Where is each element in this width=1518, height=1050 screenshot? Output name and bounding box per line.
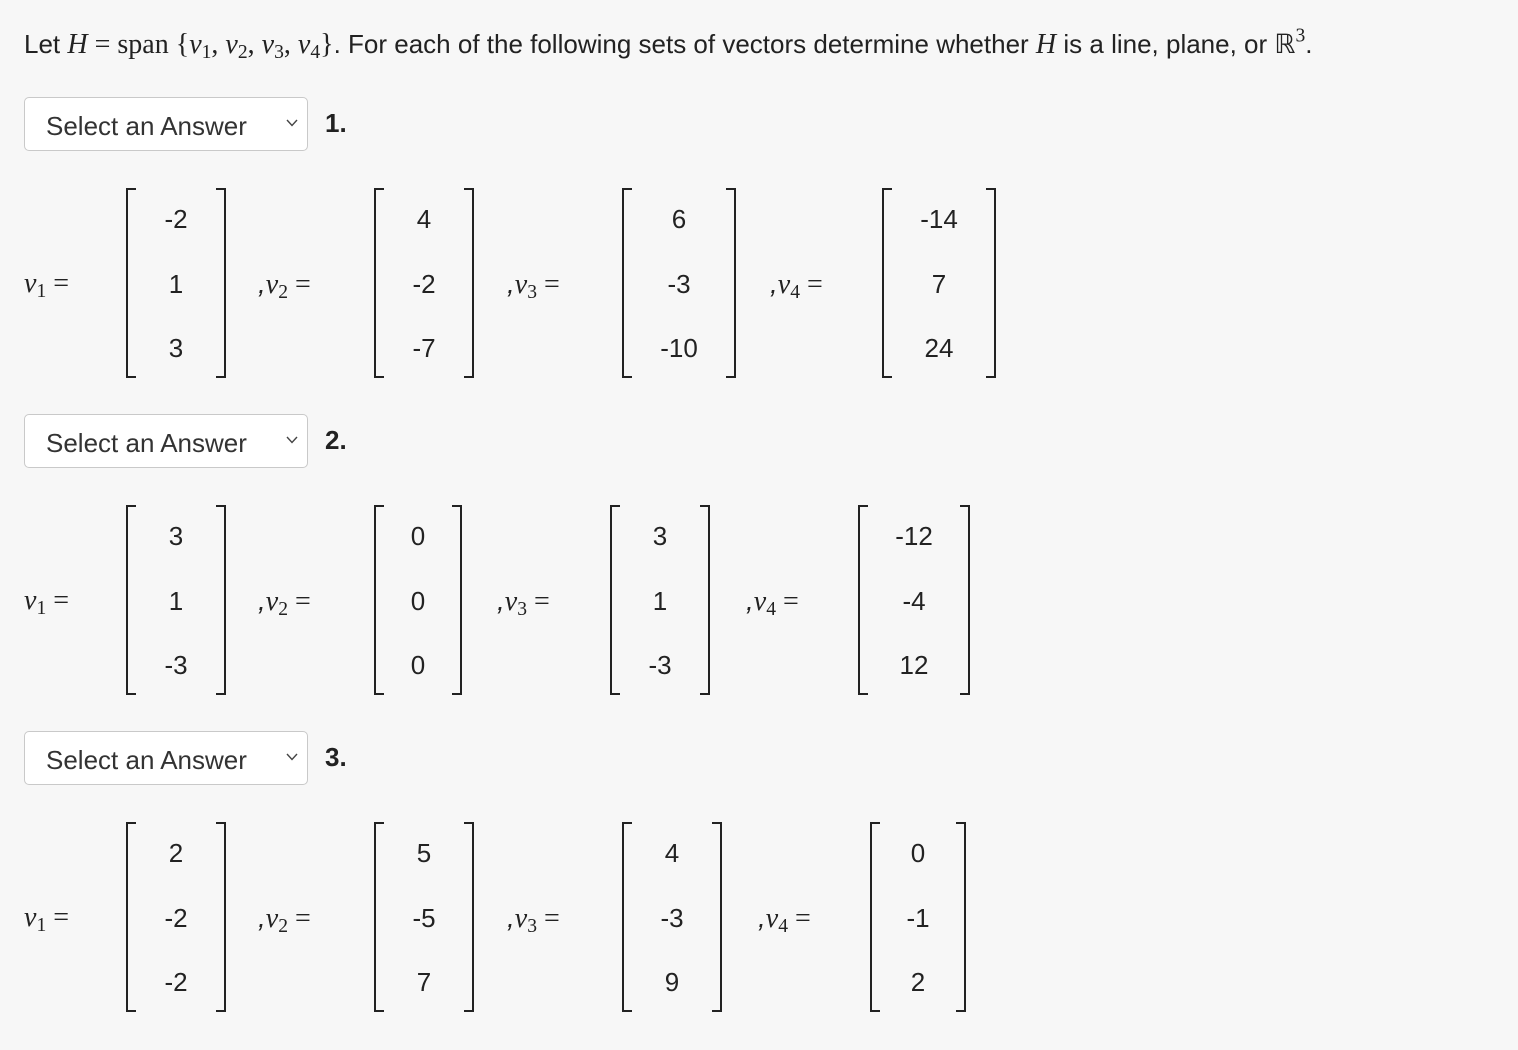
matrix-entry: -2 xyxy=(412,269,436,299)
matrix-entry: -2 xyxy=(164,204,188,234)
chevron-down-icon xyxy=(285,750,299,764)
label-subscript: 2 xyxy=(278,598,289,620)
vector-matrix-v2 xyxy=(374,822,474,1012)
vector-matrix-v4 xyxy=(882,188,996,378)
math-span: span xyxy=(117,29,169,60)
label-equals: = xyxy=(288,269,311,300)
prompt-text-mid: . For each of the following sets of vectors determine whether xyxy=(333,29,1036,59)
math-v3: v xyxy=(261,29,275,60)
vector-matrix-v3 xyxy=(610,505,710,695)
label-v: v xyxy=(504,586,518,617)
matrix-entry: 3 xyxy=(168,333,184,363)
label-subscript: 1 xyxy=(36,280,47,302)
vector-label-v4 xyxy=(746,584,799,619)
matrix-entry: 2 xyxy=(910,967,926,997)
math-equals: = xyxy=(87,29,118,60)
matrix-entry: 0 xyxy=(410,521,426,551)
matrix-entry: 7 xyxy=(416,967,432,997)
label-comma: , xyxy=(746,585,754,616)
label-equals: = xyxy=(788,903,811,934)
matrix-entry: 1 xyxy=(168,269,184,299)
label-v: v xyxy=(24,268,37,299)
label-subscript: 4 xyxy=(790,281,801,303)
label-v: v xyxy=(24,585,37,616)
matrix-entry: 4 xyxy=(416,204,432,234)
vector-label-v4 xyxy=(758,901,811,936)
matrix-entry: 6 xyxy=(671,204,687,234)
label-subscript: 1 xyxy=(36,914,47,936)
matrix-entry: -2 xyxy=(164,903,188,933)
matrix-entry: 12 xyxy=(899,650,929,680)
matrix-entry: -3 xyxy=(164,650,188,680)
vector-matrix-v1 xyxy=(126,188,226,378)
prompt-text-end: . xyxy=(1305,29,1313,59)
math-v4: v xyxy=(297,29,311,60)
vector-label-v3 xyxy=(507,901,560,936)
matrix-entry: -4 xyxy=(902,586,926,616)
chevron-down-icon xyxy=(285,116,299,130)
matrix-entry: 0 xyxy=(410,586,426,616)
prompt-text-post: is a line, plane, or xyxy=(1056,29,1275,59)
label-equals: = xyxy=(46,585,70,616)
vector-label-v2 xyxy=(258,584,311,619)
matrix-entry: -3 xyxy=(648,650,672,680)
label-equals: = xyxy=(288,903,311,934)
matrix-entry: 2 xyxy=(168,838,184,868)
vector-matrix-v2 xyxy=(374,505,462,695)
vector-label-v2 xyxy=(258,267,311,302)
matrix-entry: 9 xyxy=(664,967,680,997)
matrix-entry: 24 xyxy=(924,333,954,363)
matrix-entry: -3 xyxy=(660,903,684,933)
label-equals: = xyxy=(527,586,550,617)
vector-matrix-v1 xyxy=(126,822,226,1012)
label-equals: = xyxy=(537,903,560,934)
label-equals: = xyxy=(800,269,823,300)
label-comma: , xyxy=(770,268,778,299)
label-comma: , xyxy=(507,268,515,299)
label-subscript: 4 xyxy=(778,915,789,937)
matrix-entry: 3 xyxy=(168,521,184,551)
math-v1: v xyxy=(189,29,202,60)
math-R-exponent: 3 xyxy=(1295,25,1306,47)
matrix-entry: -2 xyxy=(164,967,188,997)
label-v: v xyxy=(265,269,279,300)
label-equals: = xyxy=(776,586,799,617)
vector-label-v1 xyxy=(24,584,69,618)
vector-matrix-v4 xyxy=(870,822,966,1012)
answer-select-3[interactable] xyxy=(24,731,308,785)
answer-select-1[interactable] xyxy=(24,97,308,151)
label-comma: , xyxy=(758,902,766,933)
math-sub-1: 1 xyxy=(201,41,212,63)
question-prompt xyxy=(24,24,1312,65)
label-equals: = xyxy=(46,902,70,933)
matrix-entry: -1 xyxy=(906,903,930,933)
math-sep: , xyxy=(211,29,226,60)
prompt-math-span xyxy=(67,29,334,63)
vector-label-v4 xyxy=(770,267,823,302)
label-equals: = xyxy=(288,586,311,617)
answer-select-2[interactable] xyxy=(24,414,308,468)
vector-matrix-v3 xyxy=(622,822,722,1012)
label-v: v xyxy=(514,903,528,934)
matrix-entry: 0 xyxy=(410,650,426,680)
label-subscript: 3 xyxy=(517,598,528,620)
label-comma: , xyxy=(258,268,266,299)
math-brace-open: { xyxy=(168,29,190,60)
vector-label-v3 xyxy=(497,584,550,619)
vector-label-v3 xyxy=(507,267,560,302)
math-brace-close: } xyxy=(320,29,334,60)
matrix-entry: -14 xyxy=(920,204,958,234)
label-subscript: 4 xyxy=(766,598,777,620)
vector-matrix-v4 xyxy=(858,505,970,695)
label-v: v xyxy=(265,903,279,934)
math-R3 xyxy=(1274,25,1306,60)
prompt-text-start: Let xyxy=(24,29,68,59)
label-v: v xyxy=(24,902,37,933)
matrix-entry: 1 xyxy=(168,586,184,616)
math-v2: v xyxy=(225,29,238,60)
vector-label-v1 xyxy=(24,267,69,301)
label-subscript: 3 xyxy=(527,915,538,937)
math-sep: , xyxy=(283,29,298,60)
matrix-entry: 1 xyxy=(652,586,668,616)
question-number-3: 3. xyxy=(325,742,347,772)
math-sub-4: 4 xyxy=(310,41,321,63)
label-v: v xyxy=(753,586,767,617)
chevron-down-icon xyxy=(285,433,299,447)
matrix-entry: -5 xyxy=(412,903,436,933)
matrix-entry: -12 xyxy=(895,521,933,551)
label-subscript: 2 xyxy=(278,915,289,937)
label-v: v xyxy=(765,903,779,934)
label-v: v xyxy=(265,586,279,617)
question-number-1: 1. xyxy=(325,108,347,138)
matrix-entry: 0 xyxy=(910,838,926,868)
question-number-2: 2. xyxy=(325,425,347,455)
vector-matrix-v2 xyxy=(374,188,474,378)
label-comma: , xyxy=(258,902,266,933)
math-sep: , xyxy=(247,29,262,60)
label-equals: = xyxy=(537,269,560,300)
vector-matrix-v3 xyxy=(622,188,736,378)
answer-select-value: Select an Answer xyxy=(46,428,247,458)
label-comma: , xyxy=(497,585,505,616)
label-comma: , xyxy=(258,585,266,616)
label-comma: , xyxy=(507,902,515,933)
math-H: H xyxy=(67,29,88,60)
matrix-entry: 4 xyxy=(664,838,680,868)
math-H-2: H xyxy=(1035,29,1057,60)
label-subscript: 3 xyxy=(527,281,538,303)
vector-label-v2 xyxy=(258,901,311,936)
matrix-entry: 7 xyxy=(931,269,947,299)
matrix-entry: 5 xyxy=(416,838,432,868)
math-sub-3: 3 xyxy=(274,41,284,63)
vector-matrix-v1 xyxy=(126,505,226,695)
label-equals: = xyxy=(46,268,70,299)
label-v: v xyxy=(514,269,528,300)
label-subscript: 2 xyxy=(278,281,289,303)
answer-select-value: Select an Answer xyxy=(46,111,247,141)
vector-label-v1 xyxy=(24,901,69,935)
matrix-entry: -10 xyxy=(660,333,698,363)
math-R: ℝ xyxy=(1274,29,1296,60)
math-sub-2: 2 xyxy=(237,41,248,63)
matrix-entry: -3 xyxy=(667,269,691,299)
matrix-entry: 3 xyxy=(652,521,668,551)
label-v: v xyxy=(777,269,791,300)
answer-select-value: Select an Answer xyxy=(46,745,247,775)
matrix-entry: -7 xyxy=(412,333,436,363)
label-subscript: 1 xyxy=(36,597,47,619)
